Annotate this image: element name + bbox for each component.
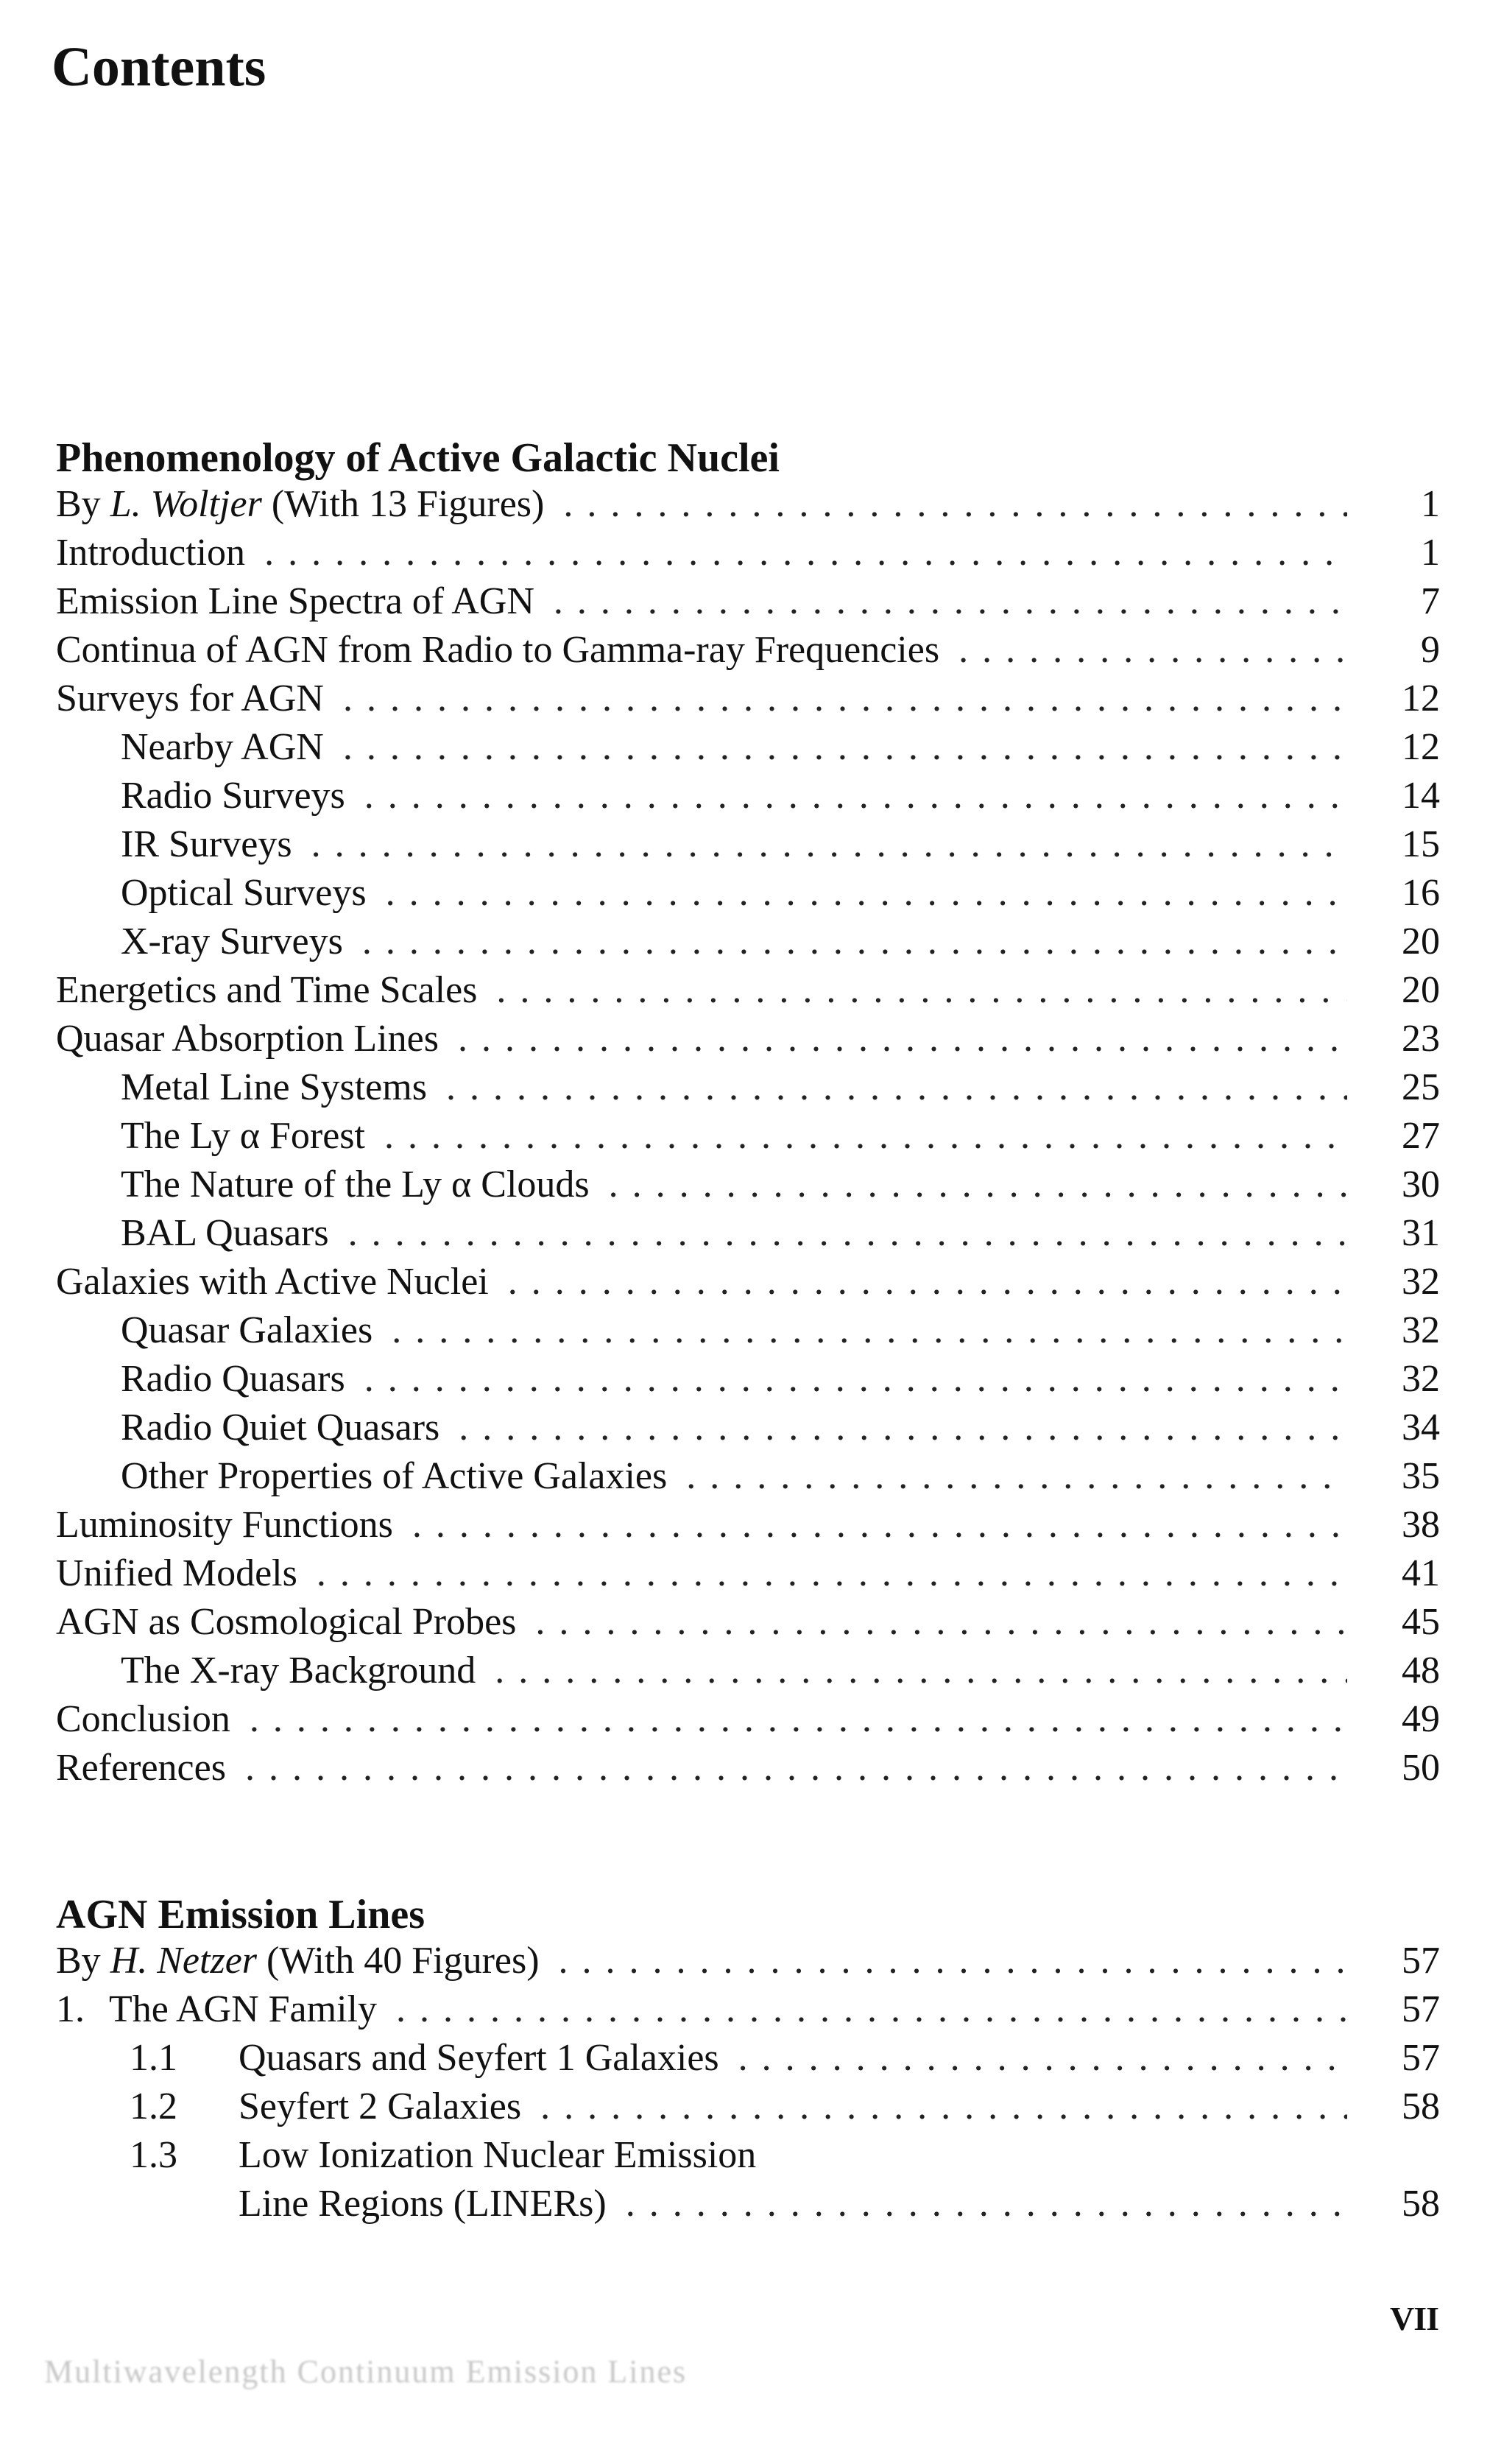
- entry-number: 1.2: [130, 2085, 177, 2127]
- page-number: 7: [1421, 580, 1440, 622]
- page-number: 23: [1402, 1018, 1440, 1060]
- toc-entry[interactable]: 1. The AGN Family . . . 57: [56, 1985, 1440, 2034]
- toc-section-netzer: [56, 1893, 1440, 2228]
- toc-subentry[interactable]: Metal Line Systems . . . 25: [56, 1063, 1440, 1112]
- page-number: 16: [1402, 872, 1440, 914]
- page-number: 58: [1402, 2085, 1440, 2127]
- bleed-through-text: Multiwavelength Continuum Emission Lines: [44, 2354, 688, 2390]
- page-number: 27: [1402, 1115, 1440, 1157]
- toc-entry[interactable]: Unified Models . . . 41: [56, 1549, 1440, 1598]
- toc-subentry[interactable]: Nearby AGN . . . 12: [56, 723, 1440, 772]
- author-name: L. Woltjer: [110, 483, 262, 525]
- section-title: AGN Emission Lines: [56, 1892, 425, 1937]
- page-number: 15: [1402, 823, 1440, 865]
- page-number: 34: [1402, 1407, 1440, 1449]
- page-number: 20: [1402, 921, 1440, 962]
- toc-subentry[interactable]: Radio Quasars . . . 32: [56, 1355, 1440, 1404]
- toc-entry[interactable]: Luminosity Functions . . . 38: [56, 1501, 1440, 1549]
- page-number: 32: [1402, 1309, 1440, 1351]
- page-number: 57: [1402, 2037, 1440, 2079]
- page-folio: VII: [1389, 2300, 1438, 2337]
- page-number: 30: [1402, 1164, 1440, 1205]
- page-title: Contents: [52, 36, 266, 98]
- section-byline[interactable]: By L. Woltjer (With 13 Figures) . . . 1: [56, 480, 1440, 529]
- toc-entry[interactable]: Conclusion . . . 49: [56, 1695, 1440, 1744]
- toc-entry[interactable]: Energetics and Time Scales . . . 20: [56, 966, 1440, 1015]
- toc-subentry[interactable]: Other Properties of Active Galaxies . . . 35: [56, 1452, 1440, 1501]
- entry-number: 1.3: [130, 2134, 177, 2176]
- toc-subentry[interactable]: 1.2 Seyfert 2 Galaxies . . . 58: [56, 2083, 1440, 2131]
- toc-subentry[interactable]: X-ray Surveys . . . 20: [56, 918, 1440, 966]
- dot-leader: [563, 480, 1347, 529]
- toc-subentry[interactable]: The Ly α Forest . . . 27: [56, 1112, 1440, 1161]
- toc-subentry[interactable]: 1.3 Low Ionization Nuclear Emission: [56, 2131, 1440, 2180]
- entry-number: 1.: [56, 1988, 85, 2030]
- page-number: 14: [1402, 775, 1440, 817]
- page-number: 57: [1402, 1988, 1440, 2030]
- toc-subentry[interactable]: The X-ray Background . . . 48: [56, 1647, 1440, 1695]
- section-byline[interactable]: By H. Netzer (With 40 Figures) . . . 57: [56, 1937, 1440, 1985]
- page-number: 25: [1402, 1066, 1440, 1108]
- section-title: Phenomenology of Active Galactic Nuclei: [56, 435, 780, 481]
- page-number: 9: [1421, 629, 1440, 671]
- page-number: 41: [1402, 1552, 1440, 1594]
- page-number: 12: [1402, 677, 1440, 719]
- toc-subentry[interactable]: The Nature of the Ly α Clouds . . . 30: [56, 1161, 1440, 1209]
- page-number: 12: [1402, 726, 1440, 768]
- page-number: 57: [1402, 1940, 1440, 1982]
- toc-subentry[interactable]: BAL Quasars . . . 31: [56, 1209, 1440, 1258]
- toc-subentry[interactable]: Radio Quiet Quasars . . . 34: [56, 1404, 1440, 1452]
- page-number: 38: [1402, 1504, 1440, 1546]
- toc-subentry-continuation[interactable]: Line Regions (LINERs) . . . 58: [56, 2180, 1440, 2228]
- toc-entry[interactable]: AGN as Cosmological Probes . . . 45: [56, 1598, 1440, 1647]
- toc-entry[interactable]: Surveys for AGN . . . 12: [56, 675, 1440, 723]
- page-number: 31: [1402, 1212, 1440, 1254]
- toc-entry[interactable]: Introduction . . . 1: [56, 529, 1440, 577]
- page-number: 1: [1421, 483, 1440, 525]
- toc-entry[interactable]: References . . . 50: [56, 1744, 1440, 1792]
- page-number: 50: [1402, 1747, 1440, 1789]
- toc-subentry[interactable]: 1.1 Quasars and Seyfert 1 Galaxies . . . 57: [56, 2034, 1440, 2083]
- page-number: 45: [1402, 1601, 1440, 1643]
- dot-leader: [559, 1937, 1347, 1985]
- toc-entry[interactable]: Quasar Absorption Lines . . . 23: [56, 1015, 1440, 1063]
- page-number: 32: [1402, 1358, 1440, 1400]
- page-number: 32: [1402, 1261, 1440, 1303]
- toc-subentry[interactable]: IR Surveys . . . 15: [56, 820, 1440, 869]
- page-number: 35: [1402, 1455, 1440, 1497]
- toc-subentry[interactable]: Quasar Galaxies . . . 32: [56, 1306, 1440, 1355]
- entry-number: 1.1: [130, 2037, 177, 2079]
- toc-subentry[interactable]: Optical Surveys . . . 16: [56, 869, 1440, 918]
- page-number: 49: [1402, 1698, 1440, 1740]
- toc-subentry[interactable]: Radio Surveys . . . 14: [56, 772, 1440, 820]
- page-number: 48: [1402, 1650, 1440, 1692]
- toc-section-woltjer: [56, 436, 1440, 1792]
- page-number: 20: [1402, 969, 1440, 1011]
- page-number: 58: [1402, 2183, 1440, 2225]
- page-number: 1: [1421, 532, 1440, 574]
- toc-entry[interactable]: Galaxies with Active Nuclei . . . 32: [56, 1258, 1440, 1306]
- toc-entry[interactable]: Emission Line Spectra of AGN . . . 7: [56, 577, 1440, 626]
- author-name: H. Netzer: [110, 1940, 258, 1982]
- toc-entry[interactable]: Continua of AGN from Radio to Gamma-ray Frequencies . . . 9: [56, 626, 1440, 675]
